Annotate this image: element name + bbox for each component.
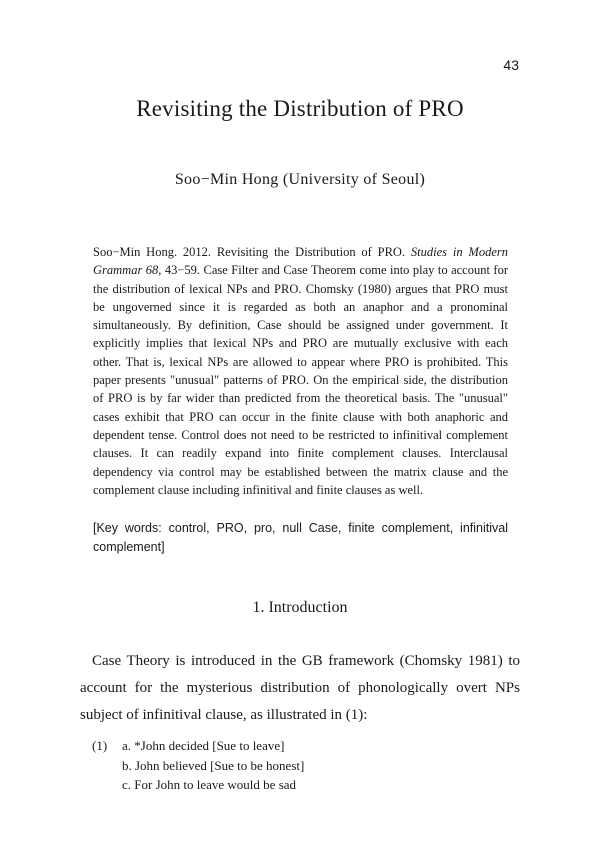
- intro-paragraph-text: Case Theory is introduced in the GB framework (Chomsky 1981) to account for the mysterious distribution of phonologically overt NPs subject of infinitival clause, as illustrated in (1):: [80, 653, 520, 723]
- section-heading: 1. Introduction: [252, 599, 348, 616]
- example-item: c. For John to leave would be sad: [122, 777, 297, 792]
- page-number: 43: [503, 57, 519, 73]
- abstract: [93, 243, 508, 499]
- abstract-citation: Soo−Min Hong. 2012. Revisiting the Distribution of PRO.: [93, 245, 406, 259]
- keywords: [Key words: control, PRO, pro, null Case, finite complement, infinitival complement]: [93, 521, 508, 554]
- example-line: [92, 775, 512, 795]
- example-item: a. *John decided [Sue to leave]: [122, 738, 285, 753]
- abstract-pages: , 43−59.: [158, 263, 201, 278]
- example-line: [92, 736, 512, 756]
- example-item: b. John believed [Sue to be honest]: [122, 757, 305, 773]
- intro-paragraph: [80, 648, 520, 729]
- example-line: [92, 756, 512, 776]
- author-line: Soo−Min Hong (University of Seoul): [174, 171, 426, 188]
- abstract-text: Case Filter and Case Theorem come into play to account for the distribution of lexical NPs and PRO. Chomsky (1980) argues that PRO must be ungoverned since it is regarded as both an anaphor and a pronominal simultaneously. By definition, Case should be assigned under government. It explicitly implies that lexical NPs and PRO are mutually exclusive with each other. That is, lexical NPs are allowed to appear where PRO is prohibited. This paper presents "unusual" patterns of PRO. On the empirical side, the distribution of PRO is by far wider than predicted from the theoretical basis. The "unusual" cases exhibit that PRO can occur in the finite clause with both anaphoric and dependent tense. Control does not need to be restricted to infinitival complement clauses. It can readily expand into finite complement clauses. Interclausal dependency via control may be established between the matrix clause and the complement clause including infinitival and finite clauses as well.: [93, 263, 508, 497]
- paper-title: Revisiting the Distribution of PRO: [136, 96, 464, 121]
- abstract-journal: Studies in Modern Grammar 68: [93, 245, 508, 278]
- example-block: [92, 736, 512, 795]
- example-number: (1): [92, 738, 108, 753]
